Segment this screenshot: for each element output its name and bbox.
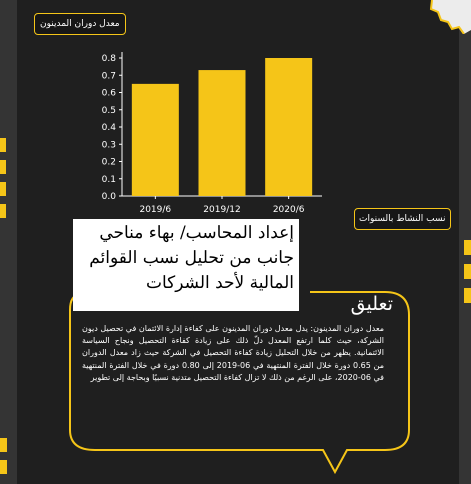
x-tick-label: 2019/12 xyxy=(203,205,241,215)
comment-title: تعليق xyxy=(350,293,393,315)
y-tick-label: 0.5 xyxy=(101,105,116,116)
y-tick-label: 0.0 xyxy=(101,192,116,202)
y-tick-label: 0.3 xyxy=(101,140,116,151)
x-tick-label: 2019/6 xyxy=(139,205,172,215)
y-tick-label: 0.4 xyxy=(101,123,116,133)
y-tick-label: 0.1 xyxy=(101,174,116,185)
y-tick-label: 0.7 xyxy=(101,71,116,82)
y-tick-label: 0.2 xyxy=(101,157,116,168)
credit-box: إعداد المحاسب/ بهاء مناحي جانب من تحليل نسب القوائم المالية لأحد الشركات xyxy=(73,219,299,311)
y-tick-label: 0.8 xyxy=(101,54,116,64)
x-axis-label-badge: نسب النشاط بالسنوات xyxy=(354,208,451,230)
chart-title-badge: معدل دوران المدينون xyxy=(34,13,126,35)
y-tick-label: 0.6 xyxy=(101,88,116,99)
comment-body: معدل دوران المدينون: يدل معدل دوران المدينون على كفاءة إدارة الائتمان في تحصيل ديون الشركة، حيث كلما ارتفع المعدل دلّ ذلك على زيادة كفاءة التحصيل ونجاح السياسة الائتمانية. يظهر من خلال التحليل زيادة كفاءة التحصيل في الشركة حيث زاد معدل الدوران من 0.65 دورة خلال الفترة المنتهية في 06-2019 إلى 0.80 دورة في خلال الفترة المنتهية في 06-2020، على الرغم من ذلك لا تزال كفاءة التحصيل متدنية نسبيًا وبحاجة إلى تطوير xyxy=(82,324,385,382)
x-tick-label: 2020/6 xyxy=(272,205,305,215)
